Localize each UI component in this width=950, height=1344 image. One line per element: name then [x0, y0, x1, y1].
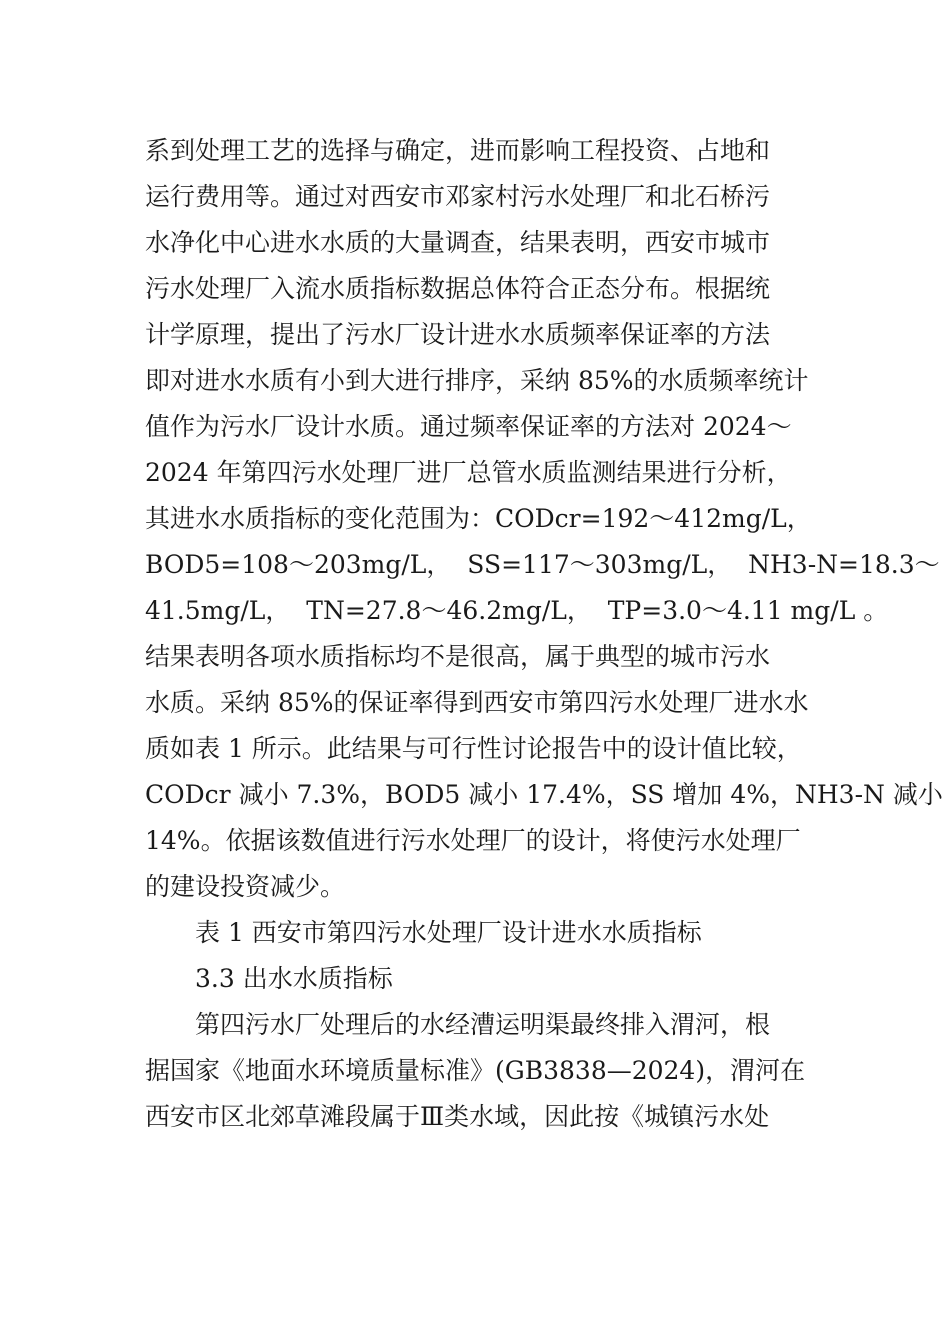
text-line: 水净化中心进水水质的大量调查，结果表明，西安市城市: [145, 228, 771, 257]
text-line: 即对进水水质有小到大进行排序，采纳 85%的水质频率统计: [145, 366, 809, 395]
text-line: 值作为污水厂设计水质。通过频率保证率的方法对 2024～: [145, 412, 792, 441]
text-line: 西安市区北郊草滩段属于Ⅲ类水域，因此按《城镇污水处: [145, 1102, 770, 1131]
text-line: CODcr 减小 7.3%，BOD5 减小 17.4%，SS 增加 4%，NH3-N 减小: [145, 780, 943, 809]
paragraph-start-line: 第四污水厂处理后的水经漕运明渠最终排入渭河，根: [195, 1010, 771, 1039]
text-line: 计学原理，提出了污水厂设计进水水质频率保证率的方法: [145, 320, 771, 349]
text-line: 据国家《地面水环境质量标准》(GB3838—2024)，渭河在: [145, 1056, 806, 1085]
text-line: BOD5=108～203mg/L， SS=117～303mg/L， NH3-N=18.3～: [145, 550, 940, 579]
text-line: 的建设投资减少。: [145, 872, 346, 901]
text-line: 系到处理工艺的选择与确定，进而影响工程投资、占地和: [145, 136, 771, 165]
text-line: 其进水水质指标的变化范围为：CODcr=192～412mg/L，: [145, 504, 812, 533]
body-text: [145, 128, 943, 1140]
table-caption: 表 1 西安市第四污水处理厂设计进水水质指标: [195, 918, 702, 947]
text-line: 结果表明各项水质指标均不是很高，属于典型的城市污水: [145, 642, 771, 671]
text-line: 14%。依据该数值进行污水处理厂的设计，将使污水处理厂: [145, 826, 801, 855]
text-line: 污水处理厂入流水质指标数据总体符合正态分布。根据统: [145, 274, 771, 303]
text-line: 2024 年第四污水处理厂进厂总管水质监测结果进行分析，: [145, 458, 792, 487]
text-line: 41.5mg/L， TN=27.8～46.2mg/L， TP=3.0～4.11 mg/L 。: [145, 596, 889, 625]
text-line: 运行费用等。通过对西安市邓家村污水处理厂和北石桥污: [145, 182, 771, 211]
section-heading: 3.3 出水水质指标: [195, 964, 393, 993]
text-line: 质如表 1 所示。此结果与可行性讨论报告中的设计值比较，: [145, 734, 802, 763]
text-line: 水质。采纳 85%的保证率得到西安市第四污水处理厂进水水: [145, 688, 809, 717]
